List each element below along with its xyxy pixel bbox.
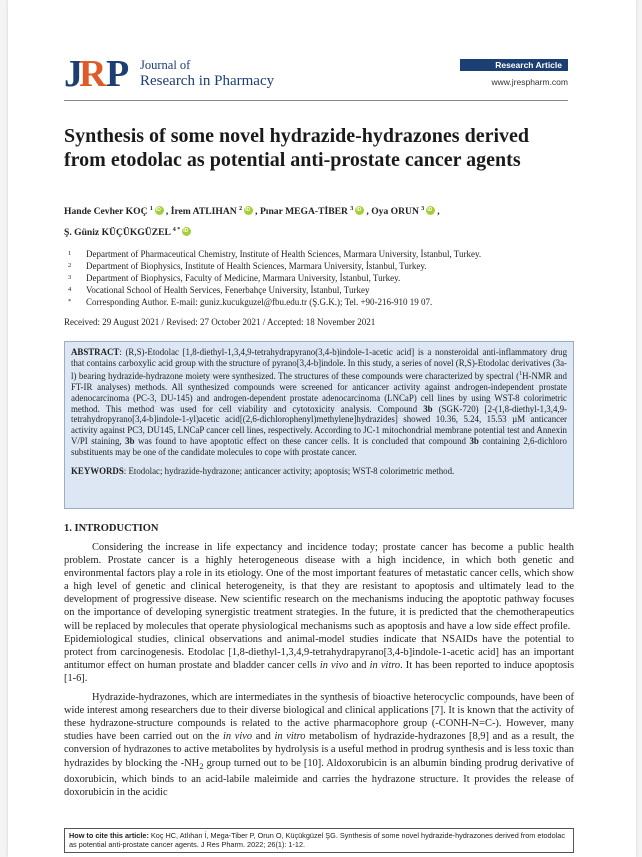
corresponding-author: Corresponding Author. E-mail: guniz.kucukguzel@fbu.edu.tr (Ş.G.K.); Tel. +90-216-910 19 07. bbox=[86, 297, 433, 307]
author-name: Oya ORUN bbox=[371, 206, 419, 218]
journal-website[interactable]: www.jrespharm.com bbox=[491, 77, 568, 87]
orcid-icon[interactable] bbox=[426, 206, 435, 215]
header-divider bbox=[64, 100, 568, 101]
affiliations bbox=[64, 248, 574, 308]
orcid-icon[interactable] bbox=[355, 206, 364, 215]
article-type-badge: Research Article bbox=[460, 59, 568, 71]
orcid-icon[interactable] bbox=[244, 206, 253, 215]
journal-name bbox=[140, 58, 274, 89]
abstract-text: containing 2,6-dichloro substituents may be one of the candidate molecules to cope with prostate cancer. bbox=[71, 436, 567, 458]
abstract-text: was found to have apoptotic effect on these cancer cells. It is concluded that compound bbox=[134, 436, 470, 447]
orcid-icon[interactable] bbox=[182, 227, 191, 236]
paragraph: Hydrazide-hydrazones, which are intermediates in the synthesis of bioactive heterocyclic compounds, have been of wide interest among researchers due to their diverse biological and clinical applications [7]. It is known that the activity of these hydrazone-structure compounds is related to the active pharmacophore group (-CONH-N=C-). However, many studies have been carried out on the in vivo and in vitro metabolism of hydrazide-hydrazones [8,9] and as a result, the conversion of hydrazones to active metabolites by hydrolysis is a useful method in prodrug synthesis and is less toxic than hydrazides by blocking the $-NH_2$ group turned out to be [10]. Aldoxorubicin is an albumin binding prodrug derivative of doxorubicin, which binds to an acid-labile maleimide and carries the hydrazone structure. It provides the release of doxorubicin in the acidic bbox=[64, 692, 574, 798]
abstract-label: ABSTRACT bbox=[71, 347, 120, 357]
author-name: Pınar MEGA-TİBER bbox=[259, 206, 348, 218]
affiliation-num: * bbox=[68, 298, 72, 305]
svg-text:P: P bbox=[106, 53, 130, 95]
citation-text: Koç HC, Atlıhan İ, Mega-Tiber P, Orun O, Küçükgüzel ŞG. Synthesis of some novel hydrazide-hydrazones derived from etodolac as potential anti-prostate cancer agents. J Res Pharm. 2022; 26(1): 1-12. bbox=[69, 831, 565, 850]
section-heading-introduction: 1. INTRODUCTION bbox=[64, 523, 159, 534]
svg-text:J: J bbox=[64, 53, 83, 95]
introduction-body bbox=[64, 541, 574, 799]
keywords-text: : Etodolac; hydrazide-hydrazone; anticancer activity; apoptosis; WST-8 colorimetric method. bbox=[123, 466, 455, 477]
abstract-text: (SGK-720) [2-(1,8-diethyl-1,3,4,9-tetrahydropyrano[3,4-b]indole-1-yl)acetic acid[(2,6-dichlorophenyl)methylene]hydrazides] showed 10.36, 5.24, 15.53 µM anticancer activity against PC3, DU145, LNCaP cancer cell lines, respectively. According to JC-1 mitochondrial membrane potential test and Annexin V/PI staining, bbox=[71, 403, 567, 447]
article-title: Synthesis of some novel hydrazide-hydrazones derived from etodolac as potential anti-prostate cancer agents bbox=[64, 125, 529, 171]
article-dates: Received: 29 August 2021 / Revised: 27 October 2021 / Accepted: 18 November 2021 bbox=[64, 317, 376, 327]
author-name: İrem ATLIHAN bbox=[170, 206, 237, 218]
affiliation-num: 1 bbox=[68, 250, 72, 257]
compound-ref: 3b bbox=[125, 436, 135, 447]
author-sup: 3 bbox=[350, 206, 354, 212]
journal-line1: Journal of bbox=[140, 58, 191, 72]
compound-ref: 3b bbox=[469, 436, 479, 447]
affiliation-item bbox=[64, 248, 574, 260]
affiliation-num: 3 bbox=[68, 274, 72, 281]
paragraph: Considering the increase in life expectancy and incidence today; prostate cancer has become a public health problem. Prostate cancer is a highly heterogeneous disease with a high incidence, in which both genetic and environmental factors play a role in its etiology. One of the most important features of metastatic cancer cells, which show a high level of genetic and clinical heterogeneity, is that they are resistant to apoptosis and ultimately lead to the development of progressive disease. New scientific research on the mechanisms inducing the apoptotic pathway focuses on the importance of developing synergistic treatment strategies. In the future, it is predicted that the chemotherapeutics will be replaced by molecules that operate physiological mechanisms such as apoptosis and have a low side effect profile. bbox=[64, 542, 574, 632]
affiliation-text: Department of Biophysics, Institute of Health Sciences, Marmara University, İstanbul, Turkey. bbox=[86, 261, 427, 271]
citation-label: How to cite this article: bbox=[69, 831, 149, 840]
affiliation-num: 2 bbox=[68, 262, 72, 269]
compound-ref: 3b bbox=[423, 403, 433, 414]
author-name: Ş. Güniz KÜÇÜKGÜZEL bbox=[64, 227, 171, 239]
affiliation-num: 4 bbox=[68, 286, 72, 293]
author-sup: 1 bbox=[149, 206, 153, 212]
affiliation-item bbox=[64, 272, 574, 284]
jrp-logo bbox=[64, 53, 136, 95]
affiliation-item bbox=[64, 284, 574, 296]
author-sup: 2 bbox=[239, 206, 243, 212]
affiliation-text: Vocational School of Health Services, Fenerbahçe University, İstanbul, Turkey bbox=[86, 285, 370, 295]
affiliation-text: Department of Biophysics, Faculty of Medicine, Marmara University, İstanbul, Turkey. bbox=[86, 273, 401, 283]
author-sup: 4 * bbox=[172, 227, 181, 234]
citation-box bbox=[64, 828, 574, 853]
orcid-icon[interactable] bbox=[155, 206, 164, 215]
affiliation-text: Department of Pharmaceutical Chemistry, Institute of Health Sciences, Marmara University, İstanbul, Turkey. bbox=[86, 249, 482, 259]
article-page bbox=[8, 0, 636, 857]
abstract-box: ABSTRACT: (R,S)-Etodolac [1,8-diethyl-1,3,4,9-tetrahydrapyrano(3,4-b)indole-1-acetic acid] is a nonsteroidal anti-inflammatory drug that contains carboxylic acid group with the structure of pyrano[3,4-b]indole. In this study, a series of novel (R,S)-Etodolac derivatives (3a-l) bearing hydrazide-hydrazone moiety were synthesized. The structures of these compounds were characterized by spectral ($^1$H-NMR and FT-IR analyses) methods. All synthesized compounds were screened for anticancer activity against androgen-independent prostate adenocarcinoma (PC-3, DU-145) and androgen-dependent prostate adenocarcinoma (LNCaP) cell lines by using WST-8 colorimetric method. This method was used for cell viability and cytotoxicity analysis. Compound 3b (SGK-720) [2-(1,8-diethyl-1,3,4,9-tetrahydropyrano[3,4-b]indole-1-yl)acetic acid[(2,6-dichlorophenyl)methylene]hydrazides] showed 10.36, 5.24, 15.53 µM anticancer activity against PC3, DU145, LNCaP cancer cell lines, respectively. According to JC-1 mitochondrial membrane potential test and Annexin V/PI staining, 3b was found to have apoptotic effect on these cancer cells. It is concluded that compound 3b containing 2,6-dichloro substituents may be one of the candidate molecules to cope with prostate cancer. KEYWORDS: Etodolac; hydrazide-hydrazone; anticancer activity; apoptosis; WST-8 colorimetric method. bbox=[64, 341, 574, 509]
affiliation-item bbox=[64, 296, 574, 308]
keywords-label: KEYWORDS bbox=[71, 466, 124, 477]
svg-text:R: R bbox=[79, 53, 107, 95]
author-list: Hande Cevher KOÇ $^1$iD , İrem ATLIHAN $^2$iD , Pınar MEGA-TİBER $^3$iD , Oya ORUN $^3$iD , Ş. Güniz KÜÇÜKGÜZEL $^{4 *}$iD bbox=[64, 200, 574, 242]
affiliation-item bbox=[64, 260, 574, 272]
journal-line2: Research in Pharmacy bbox=[140, 73, 275, 89]
author-sup: 3 bbox=[421, 206, 425, 212]
paragraph: Epidemiological studies, clinical observations and animal-model studies indicate that NSAIDs have the potential to protect from carcinogenesis. Etodolac [1,8-diethyl-1,3,4,9-tetrahydrapyrano[3,4-b]indole-1-acetic acid] has an important antitumor effect on human prostate and bladder cancer cells in vivo and in vitro. It has been reported to induce apoptosis [1-6]. bbox=[64, 633, 574, 684]
abstract-text: H-NMR and FT-IR analyses) methods. All synthesized compounds were screened for anticancer activity against androgen-independent prostate adenocarcinoma (PC-3, DU-145) and androgen-dependent prostate adenocarcinoma (LNCaP) cell lines by using WST-8 colorimetric method. This method was used for cell viability and cytotoxicity analysis. Compound bbox=[71, 370, 567, 414]
author-name: Hande Cevher KOÇ bbox=[64, 206, 148, 218]
abstract-text: (R,S)-Etodolac [1,8-diethyl-1,3,4,9-tetrahydrapyrano(3,4-b)indole-1-acetic acid] is a nonsteroidal anti-inflammatory drug that contains carboxylic acid group with the structure of pyrano[3,4-b]indole. In this study, a series of novel (R,S)-Etodolac derivatives (3a-l) bearing hydrazide-hydrazone moiety were synthesized. The structures of these compounds were characterized by spectral ( bbox=[71, 347, 568, 381]
